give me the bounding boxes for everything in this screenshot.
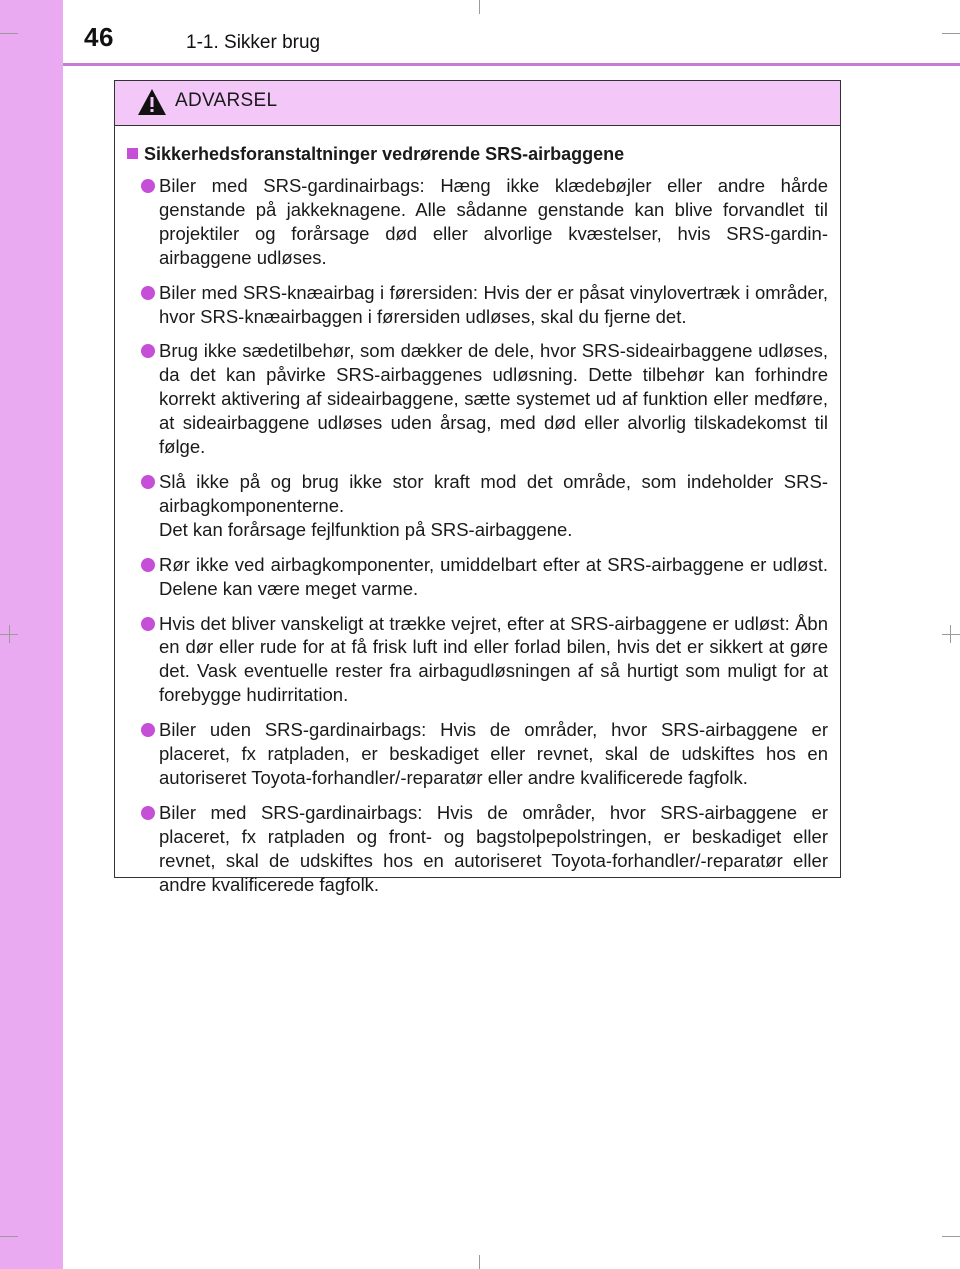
bullet-dot-icon (141, 179, 155, 193)
crop-mark-mid-right-v (950, 625, 951, 643)
bullet-dot-icon (141, 806, 155, 820)
list-item (127, 553, 828, 601)
crop-mark-bottom-left (0, 1236, 18, 1237)
crop-mark-bottom-right (942, 1236, 960, 1237)
warning-body (115, 126, 840, 896)
warning-subheading (127, 142, 828, 166)
square-bullet-icon (127, 148, 138, 159)
list-item (127, 718, 828, 790)
crop-mark-mid-right (942, 634, 960, 635)
bullet-dot-icon (141, 723, 155, 737)
list-item-text: Brug ikke sædetilbehør, som dækker de dele, hvor SRS-sideairbaggene udløses, da det kan påvirke SRS-airbaggenes udløsning. Dette tilbehør kan forhindre korrekt aktivering af sideairbaggene, sætte systemet ud af funktion eller medføre, at sideairbaggene udløses uden årsag, med død eller alvorlig tilskadekomst til følge. (159, 340, 828, 458)
list-item-text: Biler uden SRS-gardinairbags: Hvis de områder, hvor SRS-airbaggene er placeret, fx ratpladen, er beskadiget eller revnet, skal de udskiftes hos en autoriseret Toyota-forhandler/-reparatør eller andre kvalificerede fagfolk. (159, 719, 828, 788)
list-item (127, 339, 828, 459)
list-item-text: Biler med SRS-knæairbag i førersiden: Hvis der er påsat vinylovertræk i områder, hvor SRS-knæairbaggen i førersiden udløses, skal du fjerne det. (159, 281, 828, 327)
list-item (127, 281, 828, 329)
page-number: 46 (84, 22, 114, 52)
list-item (127, 801, 828, 897)
list-item (127, 612, 828, 708)
warning-triangle-icon (137, 88, 167, 116)
bullet-dot-icon (141, 475, 155, 489)
crop-mark-top-center (479, 0, 480, 14)
bullet-dot-icon (141, 617, 155, 631)
warning-title: ADVARSEL (175, 90, 278, 111)
warning-box (114, 80, 841, 895)
crop-mark-mid-left-v (9, 625, 10, 643)
list-item-extra-text: Det kan forårsage fejlfunktion på SRS-airbaggene. (159, 518, 573, 540)
crop-mark-bottom-center (479, 1255, 480, 1269)
list-item-text: Hvis det bliver vanskeligt at trække vejret, efter at SRS-airbaggene er udløst: Åbn en dør eller rude for at få frisk luft ind eller forlad bilen, hvis det er sikkert at gøre det. Vask eventuelle rester fra airbagudløsningen af så hurtigt som muligt for at forebygge hudirritation. (159, 612, 828, 706)
bullet-dot-icon (141, 558, 155, 572)
list-item (127, 174, 828, 270)
crop-mark-top-left (0, 33, 18, 34)
warning-header (115, 81, 840, 126)
section-title: 1-1. Sikker brug (186, 32, 321, 53)
crop-mark-top-right (942, 33, 960, 34)
list-item (127, 470, 828, 542)
list-item-text: Biler med SRS-gardinairbags: Hæng ikke klædebøjler eller andre hårde genstande på jakkeknagene. Alle sådanne genstande kan blive forvandlet til projektiler og forårsage død eller alvorlige kvæstelser, hvis SRS-gardin-airbaggene udløses. (159, 175, 828, 268)
list-item-text: Slå ikke på og brug ikke stor kraft mod det område, som indeholder SRS-airbagkomponenterne. (159, 470, 828, 516)
list-item-text: Rør ikke ved airbagkomponenter, umiddelbart efter at SRS-airbaggene er udløst. Delene kan være meget varme. (159, 553, 828, 599)
bullet-dot-icon (141, 286, 155, 300)
list-item-text: Biler med SRS-gardinairbags: Hvis de områder, hvor SRS-airbaggene er placeret, fx ratpladen og front- og bagstolpepolstringen, er beskadiget eller revnet, skal de udskiftes hos en autoriseret Toyota-forhandler/-reparatør eller andre kvalificerede fagfolk. (159, 801, 828, 895)
bullet-dot-icon (141, 344, 155, 358)
header-rule (63, 63, 960, 66)
subheading-text: Sikkerhedsforanstaltninger vedrørende SRS-airbaggene (144, 144, 625, 164)
